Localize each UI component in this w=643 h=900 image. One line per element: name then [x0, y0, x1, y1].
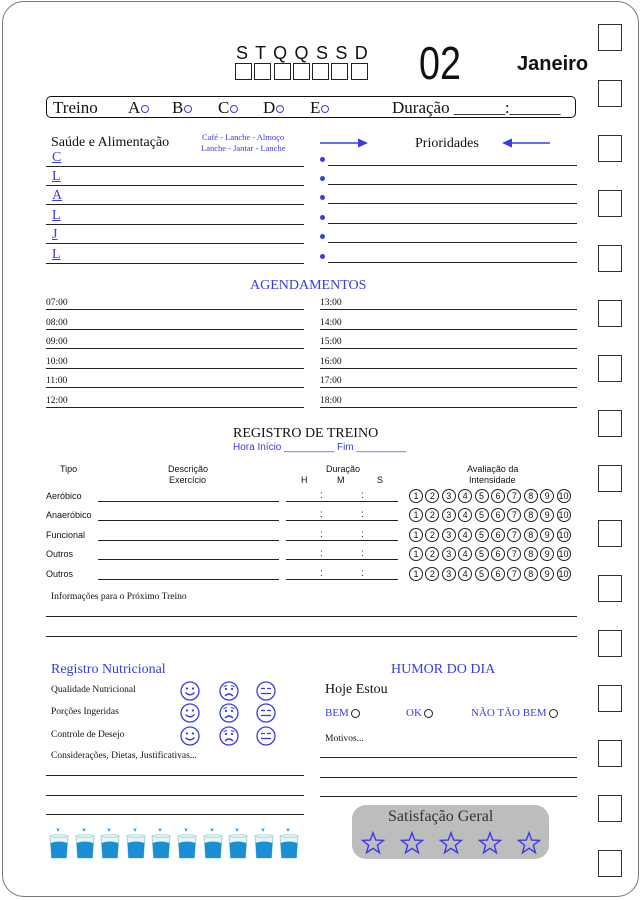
health-line[interactable]	[46, 185, 304, 186]
intensity-option[interactable]: 8	[524, 528, 538, 542]
schedule-line[interactable]	[320, 348, 577, 349]
nutrition-title: Registro Nutricional	[51, 662, 166, 677]
intensity-option[interactable]: 1	[409, 547, 423, 561]
neutral-face-icon[interactable]	[256, 681, 276, 701]
health-letter: L	[52, 169, 61, 184]
priorities-title: Prioridades	[415, 136, 479, 151]
priority-bullet-icon	[320, 215, 325, 220]
intensity-option[interactable]: 2	[425, 567, 439, 581]
workout-option[interactable]	[263, 98, 284, 118]
schedule-line[interactable]	[46, 368, 304, 369]
water-glass-icon[interactable]	[253, 826, 275, 859]
intensity-option[interactable]: 6	[491, 567, 505, 581]
side-tab[interactable]	[598, 850, 622, 877]
workout-option-label: D	[263, 98, 276, 117]
health-line[interactable]	[46, 166, 304, 167]
intensity-option[interactable]: 9	[540, 508, 554, 522]
next-training-line[interactable]	[46, 636, 577, 637]
health-title: Saúde e Alimentação	[51, 135, 170, 150]
intensity-scale[interactable]	[409, 486, 573, 504]
health-letter: L	[52, 208, 61, 223]
col-eval-2: Intensidade	[469, 475, 516, 485]
intensity-option[interactable]: 1	[409, 489, 423, 503]
day-box[interactable]	[312, 63, 329, 80]
schedule-time: 09:00	[46, 337, 68, 347]
duration-colon: :	[361, 548, 364, 559]
side-tab[interactable]	[598, 795, 622, 822]
arrow-right-icon	[320, 137, 370, 149]
intensity-option[interactable]: 5	[475, 528, 489, 542]
star-icon[interactable]	[400, 831, 424, 855]
workout-radio[interactable]	[321, 105, 329, 113]
priority-line[interactable]	[328, 184, 577, 185]
mood-reasons-line[interactable]	[320, 796, 577, 797]
star-icon[interactable]	[478, 831, 502, 855]
health-line[interactable]	[46, 263, 304, 264]
side-tab[interactable]	[598, 24, 622, 51]
health-letter: A	[52, 188, 63, 203]
schedule-line[interactable]	[320, 407, 577, 408]
workout-option[interactable]	[128, 98, 149, 118]
water-glass-icon[interactable]	[227, 826, 249, 859]
weekday-letters: S T Q Q S S D	[236, 43, 369, 63]
happy-face-icon[interactable]	[180, 681, 200, 701]
health-line[interactable]	[46, 204, 304, 205]
next-training-label: Informações para o Próximo Treino	[51, 592, 187, 602]
schedule-line[interactable]	[320, 329, 577, 330]
intensity-option[interactable]: 8	[524, 489, 538, 503]
mood-radio[interactable]	[351, 709, 360, 718]
health-letter: J	[52, 227, 58, 242]
col-desc-2: Exercício	[169, 475, 207, 485]
sad-face-icon[interactable]	[219, 703, 239, 723]
schedule-time: 13:00	[320, 298, 342, 308]
intensity-scale[interactable]	[409, 525, 573, 543]
duration-field[interactable]: Duração ______:______	[392, 98, 561, 117]
health-line[interactable]	[46, 224, 304, 225]
intensity-option[interactable]: 9	[540, 547, 554, 561]
intensity-option[interactable]: 3	[442, 528, 456, 542]
workout-option-label: B	[172, 98, 184, 117]
meals-line-1: Café - Lanche - Almoço	[202, 132, 285, 142]
priority-bullet-icon	[320, 234, 325, 239]
intensity-option[interactable]: 2	[425, 547, 439, 561]
duration-colon: :	[320, 529, 323, 540]
side-tab[interactable]	[598, 465, 622, 492]
intensity-option[interactable]: 1	[409, 567, 423, 581]
schedule-time: 11:00	[46, 376, 68, 386]
side-tab[interactable]	[598, 355, 622, 382]
arrow-left-icon	[500, 137, 550, 149]
training-desc-line[interactable]	[98, 540, 279, 541]
intensity-option[interactable]: 3	[442, 567, 456, 581]
training-time-line[interactable]: Hora Início _________ Fim _________	[233, 442, 407, 453]
workout-radio[interactable]	[230, 105, 238, 113]
intensity-option[interactable]: 4	[458, 528, 472, 542]
schedule-time: 17:00	[320, 376, 342, 386]
workout-option[interactable]	[172, 98, 192, 118]
mood-option-nao-tao-bem[interactable]	[471, 707, 558, 719]
duration-colon: :	[361, 568, 364, 579]
duration-colon: :	[320, 568, 323, 579]
training-type: Outros	[46, 569, 74, 579]
intensity-option[interactable]: 5	[475, 508, 489, 522]
training-duration-line[interactable]	[286, 579, 398, 580]
priority-line[interactable]	[328, 165, 577, 166]
training-type: Anaeróbico	[46, 510, 92, 520]
intensity-option[interactable]: 1	[409, 508, 423, 522]
side-tab[interactable]	[598, 190, 622, 217]
intensity-option[interactable]: 10	[558, 549, 569, 559]
workout-option-label: C	[218, 98, 230, 117]
workout-radio[interactable]	[184, 105, 192, 113]
mood-option-label: BEM	[325, 707, 349, 719]
col-m: M	[337, 475, 345, 485]
health-letter: C	[52, 150, 62, 165]
intensity-option[interactable]: 7	[507, 528, 521, 542]
schedule-line[interactable]	[46, 329, 304, 330]
neutral-face-icon[interactable]	[256, 726, 276, 746]
schedule-time: 16:00	[320, 357, 342, 367]
nutrition-notes-line[interactable]	[46, 795, 304, 796]
intensity-option[interactable]: 8	[524, 547, 538, 561]
duration-colon: :	[361, 529, 364, 540]
intensity-scale[interactable]	[409, 564, 573, 582]
schedule-line[interactable]	[46, 348, 304, 349]
schedule-time: 07:00	[46, 298, 68, 308]
side-tab[interactable]	[598, 685, 622, 712]
schedule-line[interactable]	[46, 387, 304, 388]
intensity-option[interactable]: 3	[442, 508, 456, 522]
schedule-time: 08:00	[46, 318, 68, 328]
satisfaction-title: Satisfação Geral	[388, 808, 494, 825]
nutrition-notes-line[interactable]	[46, 814, 304, 815]
priority-bullet-icon	[320, 176, 325, 181]
intensity-option[interactable]: 7	[507, 567, 521, 581]
neutral-face-icon[interactable]	[256, 703, 276, 723]
month-name: Janeiro	[517, 53, 589, 75]
water-glass-icon[interactable]	[150, 826, 172, 859]
duration-colon: :	[320, 548, 323, 559]
intensity-option[interactable]: 7	[507, 489, 521, 503]
training-type: Funcional	[46, 530, 86, 540]
intensity-option[interactable]: 1	[409, 528, 423, 542]
intensity-option[interactable]: 7	[507, 508, 521, 522]
workout-option[interactable]	[218, 98, 238, 118]
priority-line[interactable]	[328, 203, 577, 204]
day-box[interactable]	[351, 63, 368, 80]
day-box[interactable]	[293, 63, 310, 80]
nutrition-notes-label: Considerações, Dietas, Justificativas...	[51, 751, 197, 761]
priority-line[interactable]	[328, 242, 577, 243]
priority-bullet-icon	[320, 195, 325, 200]
workout-option-label: A	[128, 98, 141, 117]
water-glass-icon[interactable]	[125, 826, 147, 859]
workout-option[interactable]	[310, 98, 329, 118]
intensity-option[interactable]: 6	[491, 528, 505, 542]
mood-reasons-label: Motivos...	[325, 734, 364, 744]
side-tab[interactable]	[598, 740, 622, 767]
workout-option-label: E	[310, 98, 321, 117]
water-glass-icon[interactable]	[202, 826, 224, 859]
intensity-scale[interactable]	[409, 505, 573, 523]
intensity-option[interactable]: 10	[558, 530, 569, 540]
mood-radio[interactable]	[424, 709, 433, 718]
intensity-option[interactable]: 4	[458, 547, 472, 561]
mood-option-bem[interactable]	[325, 707, 360, 719]
schedule-title: AGENDAMENTOS	[250, 278, 367, 293]
happy-face-icon[interactable]	[180, 703, 200, 723]
mood-option-label: OK	[406, 707, 422, 719]
intensity-option[interactable]: 4	[458, 489, 472, 503]
meals-line-2: Lanche - Jantar - Lanche	[201, 143, 286, 153]
training-title: REGISTRO DE TREINO	[233, 426, 379, 441]
day-number: 02	[419, 37, 461, 89]
training-duration-line[interactable]	[286, 559, 398, 560]
schedule-time: 10:00	[46, 357, 68, 367]
intensity-option[interactable]: 6	[491, 547, 505, 561]
training-desc-line[interactable]	[98, 520, 279, 521]
col-tipo: Tipo	[60, 464, 78, 474]
schedule-line[interactable]	[320, 309, 577, 310]
health-line[interactable]	[46, 243, 304, 244]
intensity-scale[interactable]	[409, 544, 573, 562]
nutrition-item: Porções Ingeridas	[51, 707, 119, 717]
nutrition-item: Controle de Desejo	[51, 730, 125, 740]
training-desc-line[interactable]	[98, 579, 279, 580]
workout-label: Treino	[53, 98, 98, 117]
side-tab[interactable]	[598, 300, 622, 327]
intensity-option[interactable]: 4	[458, 508, 472, 522]
water-glass-icon[interactable]	[74, 826, 96, 859]
side-tab[interactable]	[598, 410, 622, 437]
side-tab[interactable]	[598, 135, 622, 162]
intensity-option[interactable]: 10	[558, 510, 569, 520]
intensity-option[interactable]: 4	[458, 567, 472, 581]
schedule-line[interactable]	[46, 407, 304, 408]
intensity-option[interactable]: 2	[425, 528, 439, 542]
happy-face-icon[interactable]	[180, 726, 200, 746]
intensity-option[interactable]: 10	[558, 569, 569, 579]
workout-radio[interactable]	[276, 105, 284, 113]
day-box[interactable]	[274, 63, 291, 80]
duration-colon: :	[320, 490, 323, 501]
day-box[interactable]	[331, 63, 348, 80]
workout-radio[interactable]	[141, 105, 149, 113]
side-tab[interactable]	[598, 520, 622, 547]
intensity-option[interactable]: 2	[425, 489, 439, 503]
health-letter: L	[52, 247, 61, 262]
nutrition-notes-line[interactable]	[46, 775, 304, 776]
col-eval-1: Avaliação da	[467, 464, 519, 474]
training-desc-line[interactable]	[98, 501, 279, 502]
star-icon[interactable]	[439, 831, 463, 855]
priority-line[interactable]	[328, 262, 577, 263]
mood-reasons-line[interactable]	[320, 777, 577, 778]
training-duration-line[interactable]	[286, 540, 398, 541]
duration-colon: :	[320, 509, 323, 520]
water-glass-icon[interactable]	[278, 826, 300, 859]
side-tab[interactable]	[598, 575, 622, 602]
priority-line[interactable]	[328, 223, 577, 224]
schedule-time: 12:00	[46, 396, 68, 406]
schedule-line[interactable]	[46, 309, 304, 310]
intensity-option[interactable]: 9	[540, 567, 554, 581]
intensity-option[interactable]: 9	[540, 489, 554, 503]
training-type: Aeróbico	[46, 491, 82, 501]
intensity-option[interactable]: 7	[507, 547, 521, 561]
side-tab[interactable]	[598, 80, 622, 107]
intensity-option[interactable]: 3	[442, 489, 456, 503]
training-desc-line[interactable]	[98, 559, 279, 560]
col-desc-1: Descrição	[168, 464, 209, 474]
schedule-line[interactable]	[320, 368, 577, 369]
sad-face-icon[interactable]	[219, 726, 239, 746]
intensity-option[interactable]: 6	[491, 489, 505, 503]
intensity-option[interactable]: 9	[540, 528, 554, 542]
star-icon[interactable]	[517, 831, 541, 855]
col-s: S	[377, 475, 384, 485]
intensity-option[interactable]: 8	[524, 508, 538, 522]
intensity-option[interactable]: 5	[475, 547, 489, 561]
training-type: Outros	[46, 549, 74, 559]
star-icon[interactable]	[361, 831, 385, 855]
side-tab[interactable]	[598, 245, 622, 272]
sad-face-icon[interactable]	[219, 681, 239, 701]
intensity-option[interactable]: 2	[425, 508, 439, 522]
intensity-option[interactable]: 5	[475, 489, 489, 503]
day-box[interactable]	[235, 63, 252, 80]
side-tab[interactable]	[598, 630, 622, 657]
weekday-boxes[interactable]	[235, 63, 370, 85]
mood-title: HUMOR DO DIA	[391, 662, 496, 677]
schedule-time: 14:00	[320, 318, 342, 328]
water-glass-icon[interactable]	[176, 826, 198, 859]
schedule-time: 15:00	[320, 337, 342, 347]
day-box[interactable]	[254, 63, 271, 80]
mood-today: Hoje Estou	[325, 682, 388, 697]
mood-reasons-line[interactable]	[320, 757, 577, 758]
col-h: H	[301, 475, 308, 485]
training-duration-line[interactable]	[286, 520, 398, 521]
water-glass-icon[interactable]	[48, 826, 70, 859]
water-glass-icon[interactable]	[99, 826, 121, 859]
training-duration-line[interactable]	[286, 501, 398, 502]
schedule-line[interactable]	[320, 387, 577, 388]
duration-colon: :	[361, 509, 364, 520]
priority-bullet-icon	[320, 157, 325, 162]
col-duration: Duração	[326, 464, 361, 474]
mood-radio[interactable]	[549, 709, 558, 718]
next-training-line[interactable]	[46, 616, 577, 617]
intensity-option[interactable]: 8	[524, 567, 538, 581]
mood-option-ok[interactable]	[406, 707, 433, 719]
intensity-option[interactable]: 3	[442, 547, 456, 561]
intensity-option[interactable]: 10	[558, 491, 569, 501]
schedule-time: 18:00	[320, 396, 342, 406]
nutrition-item: Qualidade Nutricional	[51, 685, 136, 695]
duration-colon: :	[361, 490, 364, 501]
intensity-option[interactable]: 6	[491, 508, 505, 522]
priority-bullet-icon	[320, 254, 325, 259]
mood-option-label: NÃO TÃO BEM	[471, 707, 547, 719]
intensity-option[interactable]: 5	[475, 567, 489, 581]
